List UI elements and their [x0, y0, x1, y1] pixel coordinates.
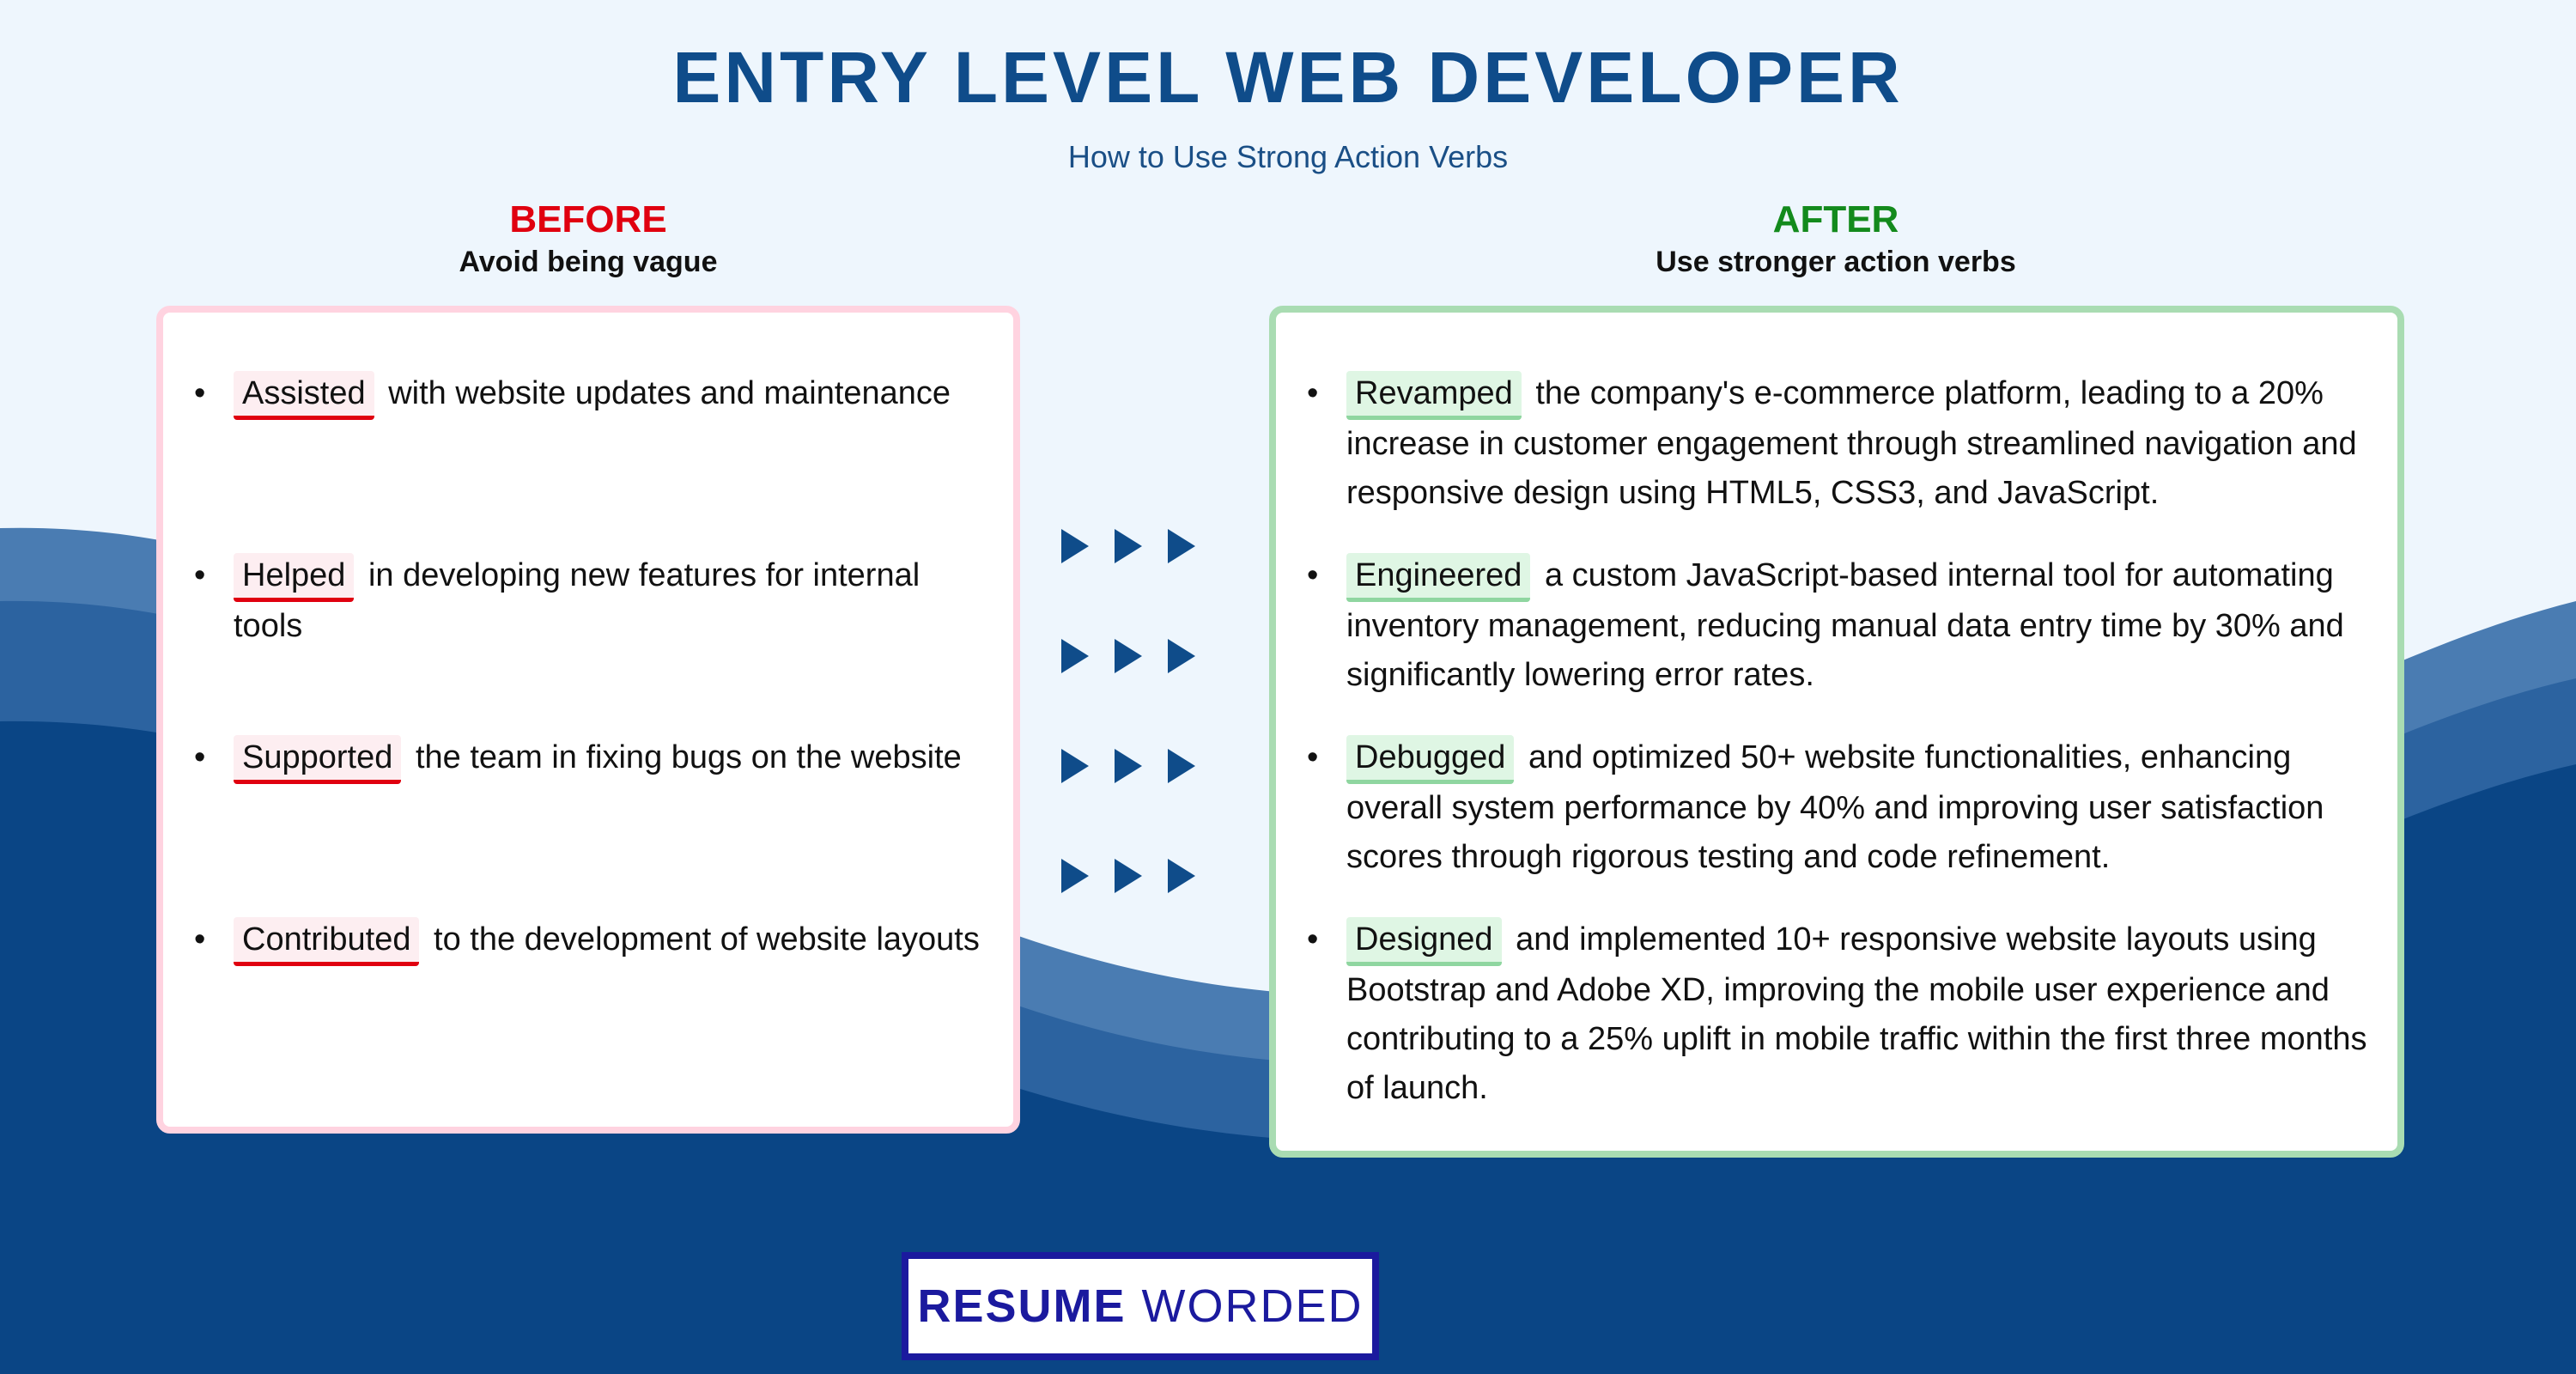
weak-verb: Assisted	[234, 371, 374, 420]
page-title: ENTRY LEVEL WEB DEVELOPER	[672, 37, 1904, 118]
bullet: •	[194, 375, 206, 411]
after-heading	[1269, 199, 2403, 279]
play-arrow-icon	[1061, 639, 1089, 673]
before-item-text	[234, 369, 951, 420]
before-item-rest: in developing new features for internal tools	[234, 557, 920, 644]
before-item-text	[234, 915, 980, 966]
play-arrow-icon	[1115, 529, 1142, 563]
logo-light-text: WORDED	[1141, 1280, 1364, 1332]
weak-verb: Supported	[234, 735, 401, 784]
play-arrow-icon	[1168, 749, 1195, 783]
after-item-rest: a custom JavaScript-based internal tool for automating inventory management, reducing manual data entry time by 30% and significantly lowering error rates.	[1346, 557, 2344, 693]
bullet: •	[1307, 921, 1319, 958]
before-item	[194, 369, 991, 420]
play-arrow-icon	[1061, 529, 1089, 563]
play-arrow-icon	[1115, 749, 1142, 783]
play-arrow-icon	[1115, 639, 1142, 673]
triple-play-arrow-icon	[1061, 639, 1195, 673]
strong-verb: Debugged	[1346, 735, 1514, 784]
resume-worded-logo[interactable]	[902, 1252, 1379, 1360]
after-item-rest: the company's e-commerce platform, leading to a 20% increase in customer engagement through streamlined navigation and responsive design using HTML5, CSS3, and JavaScript.	[1346, 375, 2357, 511]
before-item-text	[234, 551, 991, 651]
before-item-rest: to the development of website layouts	[434, 921, 980, 958]
after-item	[1307, 733, 2375, 882]
triple-play-arrow-icon	[1061, 749, 1195, 783]
play-arrow-icon	[1168, 529, 1195, 563]
play-arrow-icon	[1168, 639, 1195, 673]
bullet: •	[194, 921, 206, 958]
before-item-rest: the team in fixing bugs on the website	[415, 739, 962, 775]
triple-play-arrow-icon	[1061, 529, 1195, 563]
after-item-rest: and optimized 50+ website functionalities, enhancing overall system performance by 40% and improving user satisfaction scores through rigorous testing and code refinement.	[1346, 739, 2324, 875]
after-item-text	[1346, 551, 2375, 700]
before-tag: BEFORE	[509, 198, 667, 240]
triple-play-arrow-icon	[1061, 859, 1195, 893]
before-card	[156, 306, 1020, 1134]
before-description: Avoid being vague	[459, 246, 718, 279]
after-item	[1307, 915, 2375, 1113]
before-item	[194, 733, 991, 784]
before-item	[194, 915, 991, 966]
after-item-text	[1346, 915, 2375, 1113]
play-arrow-icon	[1061, 749, 1089, 783]
before-heading	[156, 199, 1020, 279]
after-item-rest: and implemented 10+ responsive website layouts using Bootstrap and Adobe XD, improving the mobile user experience and contributing to a 25% uplift in mobile traffic within the first three months of launch.	[1346, 921, 2367, 1106]
after-item	[1307, 369, 2375, 518]
play-arrow-icon	[1061, 859, 1089, 893]
before-item-text	[234, 733, 962, 784]
before-item	[194, 551, 991, 651]
bullet: •	[194, 739, 206, 775]
after-item	[1307, 551, 2375, 700]
after-description: Use stronger action verbs	[1656, 246, 2016, 279]
after-card	[1269, 306, 2404, 1158]
strong-verb: Engineered	[1346, 553, 1530, 602]
logo-bold-text: RESUME	[917, 1280, 1127, 1332]
bullet: •	[1307, 557, 1319, 593]
after-item-text	[1346, 733, 2375, 882]
bullet: •	[1307, 739, 1319, 775]
strong-verb: Designed	[1346, 917, 1502, 966]
before-item-rest: with website updates and maintenance	[388, 375, 951, 411]
weak-verb: Helped	[234, 553, 354, 602]
play-arrow-icon	[1115, 859, 1142, 893]
strong-verb: Revamped	[1346, 371, 1522, 420]
weak-verb: Contributed	[234, 917, 419, 966]
page-subtitle: How to Use Strong Action Verbs	[1067, 139, 1509, 174]
play-arrow-icon	[1168, 859, 1195, 893]
bullet: •	[194, 557, 206, 593]
after-tag: AFTER	[1772, 198, 1899, 240]
bullet: •	[1307, 375, 1319, 411]
after-item-text	[1346, 369, 2375, 518]
